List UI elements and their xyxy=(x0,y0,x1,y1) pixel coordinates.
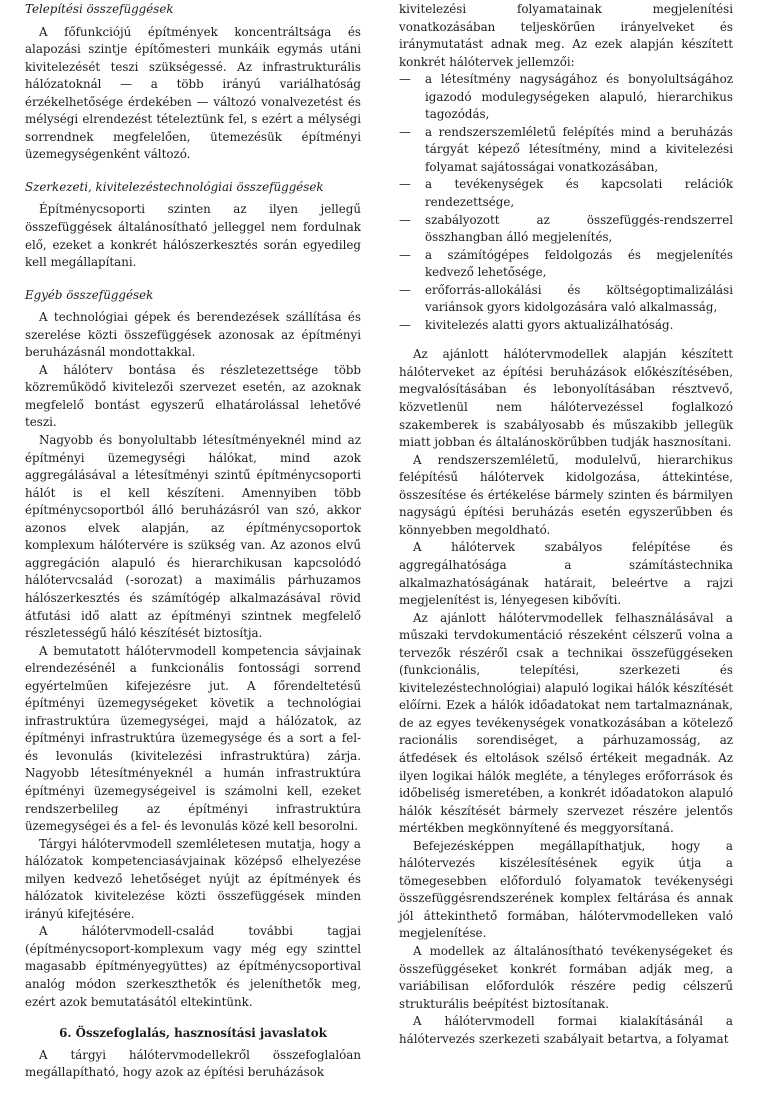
characteristics-list xyxy=(399,71,733,334)
left-column xyxy=(25,0,361,1082)
paragraph: A hálótervek szabályos felépítése és aggregálhatósága a számítástechnika alkalmazhatóságának határait, beleértve a rajzi megjelenítést is, lényegesen kibővíti. xyxy=(399,540,733,608)
heading-section-6: 6. Összefoglalás, hasznosítási javaslatok xyxy=(59,1026,327,1041)
paragraph: A technológiai gépek és berendezések szállítása és szerelése közti összefüggések azonosak az építményi beruházásnál mondottakkal. xyxy=(25,310,361,360)
list-item: — erőforrás-allokálási és költségoptimalizálási variánsok gyors kidolgozására való alkalmasság, xyxy=(399,282,733,317)
paragraph: Az ajánlott hálótervmodellek felhasználásával a műszaki tervdokumentáció részeként célszerű volna a tervezők részéről csak a technikai összefüggéseken (funkcionális, telepítési, szerkezeti és kivitelezéstechnológiai) alapuló logikai hálók készítését előírni. Ezek a hálók időadatokat nem tartalmaznának, de az egyes tevékenységek vonatkozásában a kötelező racionális sorendiséget, a párhuzamosság, az átfedések és eltolások szélső értékeit megadnák. Az ilyen logikai hálók megléte, a tényleges erőforrások és időbeliség ismeretében, a konkrét időadatokon alapuló hálók készítését bármely szervezet részére jelentős mértékben megkönnyítené és meggyorsítaná. xyxy=(399,610,733,836)
paragraph: Az ajánlott hálótervmodellek alapján készített hálóterveket az építési beruházások előkészítésében, megvalósításában és lebonyolításában résztvevő, közvetlenül nem hálótervezéssel foglalkozó szakemberek is szabályosabb és műszakibb jellegük miatt jobban és általánoskörűbben tudják hasznosítani. xyxy=(399,347,733,450)
list-item: — a létesítmény nagyságához és bonyolultságához igazodó modulegységeken alapuló, hierarchikus tagozódás, xyxy=(399,71,733,124)
paragraph: Befejezésképpen megállapíthatjuk, hogy a hálótervezés kiszélesítésének egyik útja a tömegesebben előforduló folyamatok tevékenységi összefüggésrendszerének komplex feltárása és annak jól áttekinthető formában, hálótervmodelleken való megjelenítése. xyxy=(399,838,733,941)
list-item: — a tevékenységek és kapcsolati relációk rendezettsége, xyxy=(399,176,733,211)
paragraph: kivitelezési folyamatainak megjelenítési vonatkozásában teljeskörűen irányelveket és iránymutatást adnak meg. Az ezek alapján készített konkrét hálótervek jellemzői: xyxy=(399,2,733,69)
list-item: — kivitelezés alatti gyors aktualizálhatóság. xyxy=(399,317,733,335)
list-item: — a számítógépes feldolgozás és megjelenítés kedvező lehetősége, xyxy=(399,247,733,282)
paragraph: A modellek az általánosítható tevékenységeket és összefüggéseket konkrét formában adják meg, a variábilisan előfordulók részére pedig célszerű strukturális beépítést biztosítanak. xyxy=(399,943,733,1011)
heading-telepitesi: Telepítési összefüggések xyxy=(25,2,174,16)
list-item: — a rendszerszemléletű felépítés mind a beruházás tárgyát képező létesítmény, mind a kivitelezési folyamat sajátosságai vonatkozásában, xyxy=(399,124,733,177)
paragraph: Tárgyi hálótervmodell szemléletesen mutatja, hogy a hálózatok kompetenciasávjainak középső elhelyezése milyen kedvező lehetőséget nyújt az építmények és hálózatok kivitelezése közti összefüggések minden irányú kifejtésére. xyxy=(25,836,361,921)
paragraph: Nagyobb és bonyolultabb létesítményeknél mind az építményi üzemegységi hálókat, mind azok aggregálásával a létesítményi szintű építménycsoporti hálót is el kell készíteni. Amennyiben több építménycsoportból álló beruházásról van szó, akkor azonos elvek alapján, az építménycsoportok komplexum hálótervére is szükség van. Az azonos elvű aggregáción alapuló és hierarchikusan kapcsolódó hálótervcsalád (-sorozat) a maximális párhuzamos hálószerkesztés és számítógép alkalmazásával rövid átfutási idő alatt az építményi szintnek megfelelő részletességű háló készítését biztosítja. xyxy=(25,433,361,641)
heading-egyeb: Egyéb összefüggések xyxy=(25,287,154,302)
paragraph: A főfunkciójú építmények koncentráltsága és alapozási szintje építőmesteri munkáik egymás utáni kivitelezését teszi szükségessé. Az infrastrukturális hálózatoknál — a több irányú variálhatóság érzékelhetősége érdekében — változó vonalvezetést és mélységi elrendezést tételeztünk fel, s ezért a mélységi sorrendnek megfelelően, ütemezésük építményi üzemegységenként változó. xyxy=(25,24,361,162)
paragraph: A bemutatott hálótervmodell kompetencia sávjainak elrendezésénél a funkcionális fontossági sorrend egyértelműen kifejezésre jut. A főrendeltetésű építményi üzemegységeket követik a technológiai infrastruktúra üzemegységei, majd a hálózatok, az építményi infrastruktúra üzemegysége és a sort a fel- és levonulás (kivitelezési infrastruktúra) zárja. Nagyobb létesítményeknél a humán infrastruktúra építményi üzemegységeivel is számolni kell, ezeket rendszerbelileg az építményi infrastruktúra üzemegységei és a fel- és levonulás közé kell besorolni. xyxy=(25,643,361,834)
paragraph: A hálóterv bontása és részletezettsége több közreműködő kivitelezői szervezet esetén, az azoknak megfelelő bontást egyszerű elhatárolással lehetővé teszi. xyxy=(25,362,361,430)
paragraph: A hálótervmodell-család további tagjai (építménycsoport-komplexum vagy még egy szinttel magasabb építményegyüttes) az építménycsoportival analóg módon szerkeszthetők és jeleníthetők meg, ezért azok bemutatásától eltekintünk. xyxy=(25,924,361,1009)
paragraph: A tárgyi hálótervmodellekről összefoglalóan megállapítható, hogy azok az építési beruházások xyxy=(25,1047,361,1080)
paragraph: A hálótervmodell formai kialakításánál a hálótervezés szerkezeti szabályait betartva, a folyamat xyxy=(399,1014,733,1046)
right-column xyxy=(399,0,733,1048)
paragraph: A rendszerszemléletű, modulelvű, hierarchikus felépítésű hálótervek kidolgozása, áttekintése, összesítése és értékelése bármely szinten és bármilyen nagyságú építési beruházás esetén egyszerűbben és könnyebben megoldható. xyxy=(399,452,733,537)
list-item: — szabályozott az összefüggés-rendszerrel összhangban álló megjelenítés, xyxy=(399,212,733,247)
paragraph: Építménycsoporti szinten az ilyen jellegű összefüggések általánosítható jelleggel nem fordulnak elő, ezeket a konkrét hálószerkesztés során egyedileg kell megállapítani. xyxy=(25,202,361,270)
heading-szerkezeti: Szerkezeti, kivitelezéstechnológiai összefüggések xyxy=(25,179,324,194)
